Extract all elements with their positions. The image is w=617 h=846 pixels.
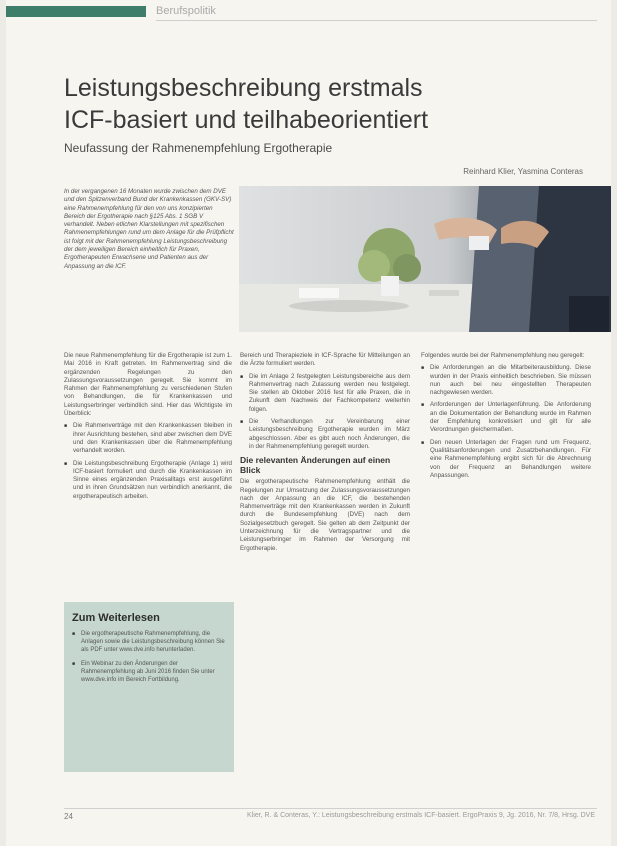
handshake-photo bbox=[239, 186, 611, 332]
bullet-list bbox=[421, 364, 591, 480]
text-column-2 bbox=[240, 352, 410, 557]
footer-citation: Klier, R. & Conteras, Y.: Leistungsbeschreibung erstmals ICF-basiert. ErgoPraxis 9, Jg. 2016, Nr. 7/8, Hrsg. DVE bbox=[247, 812, 595, 819]
article-subtitle: Neufassung der Rahmenempfehlung Ergotherapie bbox=[64, 141, 333, 155]
title-line-2: ICF-basiert und teilhabeorientiert bbox=[64, 106, 429, 134]
rubric-color-bar bbox=[6, 6, 146, 17]
rubric-bar bbox=[6, 0, 611, 30]
further-reading-box bbox=[64, 602, 234, 772]
body-paragraph: Bereich und Therapieziele in ICF-Sprache für Mitteilungen an die Ärzte formuliert werden. bbox=[240, 352, 410, 368]
text-column-3 bbox=[421, 352, 591, 484]
body-paragraph: Folgendes wurde bei der Rahmenempfehlung neu geregelt: bbox=[421, 352, 585, 359]
box-list-item: ■ Die ergotherapeutische Rahmenempfehlung, die Anlagen sowie die Leistungsbeschreibung können Sie als PDF unter www.dve.info herunterladen. bbox=[72, 630, 226, 654]
article-authors: Reinhard Klier, Yasmina Conteras bbox=[463, 167, 583, 176]
list-item: ■ Die im Anlage 2 festgelegten Leistungsbereiche aus dem Rahmenvertrag nach Zulassung werden neu festgelegt. Sie stellen ab Oktober 2016 fest für alle Praxen, die in Zukunft dem Nachweis der Fachkompetenz weiterhin folgen. bbox=[240, 373, 410, 414]
article-intro: In der vergangenen 16 Monaten wurde zwischen dem DVE und den Spitzenverband Bund der Krankenkassen (GKV-SV) eine Rahmenempfehlung für den von uns konzipierten Bereich der Ergotherapie nach §125 Abs. 1 SGB V verhandelt. Neben etlichen Klarstellungen mit spezifischen Rahmenempfehlungen rund um dem Anlage für die Prüfpflicht ist folgt mit der Rahmenempfehlung Leistungsbeschreibung der dem jeweiligen Bereich einheitlich für Praxen, Ergotherapeuten Erwachsene und Patienten aus der Anpassung an die ICF. bbox=[64, 188, 234, 270]
body-paragraph: Die neue Rahmenempfehlung für die Ergotherapie ist zum 1. Mai 2016 in Kraft getreten. Im Rahmenvertrag sind die ergänzenden Regelungen zu den Zulassungsvoraussetzungen geregelt. Sie kommt im Rahmen der Rahmenempfehlung zu verschiedenen Stufen von Behandlungen, die für Krankenkassen und Leistungserbringer verbindlich sind. Hier das Wichtigste im Überblick: bbox=[64, 352, 232, 418]
bullet-list bbox=[240, 373, 410, 452]
list-item: ■ Die Anforderungen an die Mitarbeiterausbildung. Diese wurden in der Praxis einheitlich beschrieben. Sie müssen nun auch bei neu eingestellten Therapeuten nachgewiesen werden. bbox=[421, 364, 591, 397]
body-paragraph: Die ergotherapeutische Rahmenempfehlung enthält die Regelungen zur Umsetzung der Zulassungsvoraussetzungen nach der Anpassung an die ICF, die bestehenden Rahmenverträge mit den Krankenkassen werden in Zukunft durch die Bundesempfehlung (DVE) nach dem Sozialgesetzbuch geregelt. Sie gelten ab dem Zeitpunkt der Unterzeichnung für die Vertragspartner und die Leistungserbringer im Rahmen der Versorgung mit Ergotherapie. bbox=[240, 478, 410, 552]
page-number: 24 bbox=[64, 812, 73, 821]
article-title bbox=[64, 72, 584, 136]
box-list bbox=[64, 630, 234, 684]
list-item: ■ Die Rahmenverträge mit den Krankenkassen bleiben in ihrer Ausrichtung bestehen, sind aber zwischen dem DVE und den Krankenkassen über die Rahmenempfehlung verhandelt worden. bbox=[64, 422, 232, 455]
document-page bbox=[6, 0, 611, 846]
rubric-divider bbox=[156, 20, 597, 21]
footer-divider bbox=[64, 808, 597, 809]
title-line-1: Leistungsbeschreibung erstmals bbox=[64, 74, 423, 102]
bullet-list bbox=[64, 422, 232, 501]
text-column-1 bbox=[64, 352, 232, 505]
list-item: ■ Die Leistungsbeschreibung Ergotherapie (Anlage 1) wird ICF-basiert formuliert und durch die Krankenkassen im Sinne eines ergänzenden Praxisalltags erst ausgeführt und in ihren Grundsätzen nun verbindlich anerkannt, die ergotherapeutisch arbeiten. bbox=[64, 460, 232, 501]
rubric-label: Berufspolitik bbox=[156, 5, 216, 17]
list-item: ■ Den neuen Unterlagen der Fragen rund um Frequenz, Qualitätsanforderungen und Zusatzbehandlungen. Für eine Rahmenempfehlung ergibt sich für die Abrechnung von der Frequenz an Behandlungen weitere Anpassungen. bbox=[421, 439, 591, 480]
list-item: ■ Die Verhandlungen zur Vereinbarung einer Leistungsbeschreibung Ergotherapie wurden im März abgeschlossen. Aber es gibt auch noch Änderungen, die in der Rahmenempfehlung geregelt wurden. bbox=[240, 418, 410, 451]
box-list-item: ■ Ein Webinar zu den Änderungen der Rahmenempfehlung ab Juni 2016 finden Sie unter www.dve.info im Bereich Fortbildung. bbox=[72, 660, 226, 684]
section-heading: Die relevanten Änderungen auf einen Blick bbox=[240, 455, 391, 476]
list-item: ■ Anforderungen der Unterlagenführung. Die Anforderung an die Dokumentation der Behandlung wurde im Rahmen der Empfehlung konkretisiert und gilt für alle Verordnungen gleichermaßen. bbox=[421, 401, 591, 434]
box-title: Zum Weiterlesen bbox=[72, 612, 160, 624]
